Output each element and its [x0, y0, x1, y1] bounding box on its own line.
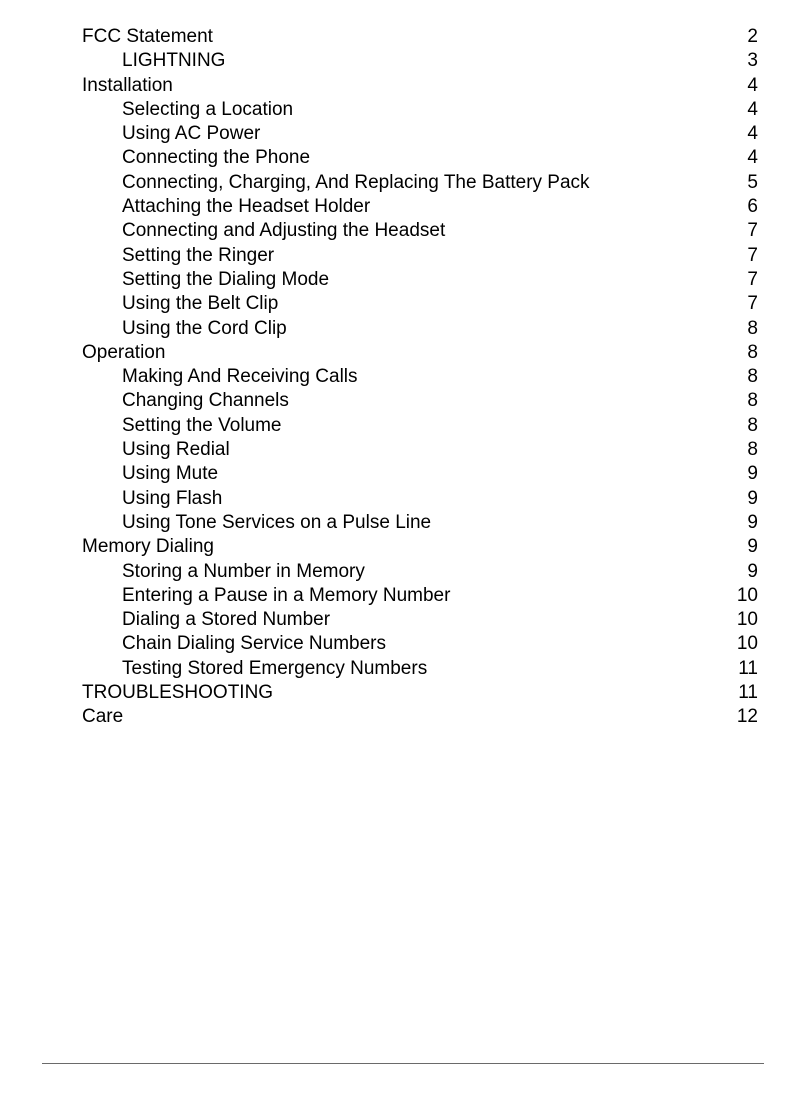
toc-entry-page: 4 — [747, 123, 758, 145]
toc-entry-page: 4 — [747, 74, 758, 96]
toc-entry-page: 12 — [736, 706, 758, 728]
toc-entry-page: 8 — [747, 390, 758, 412]
toc-entry[interactable] — [82, 608, 758, 632]
toc-entry[interactable] — [82, 365, 758, 389]
toc-entry[interactable] — [82, 171, 758, 195]
toc-entry-page: 7 — [747, 220, 758, 242]
toc-entry-page: 9 — [747, 463, 758, 485]
toc-entry-title: Using AC Power — [122, 123, 261, 145]
toc-entry-page: 7 — [747, 293, 758, 315]
toc-entry-title: Making And Receiving Calls — [122, 366, 358, 388]
toc-entry-title: Connecting the Phone — [122, 147, 311, 169]
toc-entry-title: Testing Stored Emergency Numbers — [122, 657, 428, 679]
footer-divider — [42, 1063, 764, 1064]
toc-entry-title: Operation — [82, 341, 166, 363]
toc-entry[interactable] — [82, 146, 758, 170]
toc-entry-page: 3 — [747, 50, 758, 72]
toc-entry[interactable] — [82, 219, 758, 243]
toc-entry-title: Using Redial — [122, 439, 230, 461]
table-of-contents — [82, 25, 758, 730]
toc-entry-page: 8 — [747, 439, 758, 461]
toc-entry[interactable] — [82, 122, 758, 146]
toc-entry-page: 8 — [747, 414, 758, 436]
toc-entry-title: Care — [82, 706, 124, 728]
toc-entry-title: Setting the Ringer — [122, 244, 275, 266]
toc-entry[interactable] — [82, 462, 758, 486]
toc-entry-title: TROUBLESHOOTING — [82, 682, 274, 704]
toc-entry-title: Memory Dialing — [82, 536, 214, 558]
toc-entry[interactable] — [82, 268, 758, 292]
toc-entry-page: 8 — [747, 366, 758, 388]
toc-entry[interactable] — [82, 98, 758, 122]
toc-entry[interactable] — [82, 414, 758, 438]
toc-entry-page: 6 — [747, 196, 758, 218]
toc-entry-page: 10 — [736, 609, 758, 631]
toc-entry-title: Using the Belt Clip — [122, 293, 279, 315]
toc-entry-title: Installation — [82, 74, 173, 96]
toc-entry-page: 10 — [736, 584, 758, 606]
toc-entry-page: 8 — [747, 341, 758, 363]
toc-entry-title: FCC Statement — [82, 26, 213, 47]
toc-entry[interactable] — [82, 49, 758, 73]
toc-entry[interactable] — [82, 632, 758, 656]
toc-entry-title: Using Tone Services on a Pulse Line — [122, 511, 432, 533]
toc-entry-page: 10 — [736, 633, 758, 655]
toc-entry-page: 2 — [747, 26, 758, 47]
toc-entry[interactable] — [82, 74, 758, 98]
toc-entry-page: 5 — [747, 171, 758, 193]
toc-entry-page: 4 — [747, 98, 758, 120]
toc-entry-title: Selecting a Location — [122, 98, 294, 120]
toc-entry[interactable] — [82, 244, 758, 268]
toc-entry[interactable] — [82, 681, 758, 705]
toc-entry[interactable] — [82, 535, 758, 559]
toc-entry[interactable] — [82, 705, 758, 729]
toc-entry-page: 7 — [747, 244, 758, 266]
toc-entry-page: 8 — [747, 317, 758, 339]
toc-entry-title: Entering a Pause in a Memory Number — [122, 584, 451, 606]
toc-entry[interactable] — [82, 487, 758, 511]
toc-entry-title: Chain Dialing Service Numbers — [122, 633, 386, 655]
toc-entry-title: Using the Cord Clip — [122, 317, 287, 339]
toc-entry[interactable] — [82, 389, 758, 413]
toc-entry-title: Setting the Volume — [122, 414, 282, 436]
toc-entry[interactable] — [82, 25, 758, 49]
toc-entry-page: 9 — [747, 511, 758, 533]
toc-entry[interactable] — [82, 657, 758, 681]
toc-entry-title: Dialing a Stored Number — [122, 609, 331, 631]
toc-entry-page: 4 — [747, 147, 758, 169]
toc-entry-page: 7 — [747, 268, 758, 290]
toc-entry[interactable] — [82, 511, 758, 535]
toc-entry[interactable] — [82, 560, 758, 584]
toc-entry-title: Storing a Number in Memory — [122, 560, 365, 582]
toc-entry-title: Using Mute — [122, 463, 219, 485]
toc-entry-page: 9 — [747, 487, 758, 509]
toc-entry-title: Setting the Dialing Mode — [122, 268, 330, 290]
toc-entry-page: 11 — [738, 657, 758, 679]
toc-entry-title: LIGHTNING — [122, 50, 226, 72]
toc-entry[interactable] — [82, 341, 758, 365]
toc-entry[interactable] — [82, 195, 758, 219]
toc-entry[interactable] — [82, 317, 758, 341]
toc-entry-page: 9 — [747, 560, 758, 582]
toc-entry-title: Attaching the Headset Holder — [122, 196, 371, 218]
toc-entry-title: Changing Channels — [122, 390, 289, 412]
toc-entry-title: Connecting, Charging, And Replacing The Battery Pack — [122, 171, 590, 193]
toc-entry-page: 11 — [738, 682, 758, 704]
toc-entry-title: Connecting and Adjusting the Headset — [122, 220, 446, 242]
toc-entry[interactable] — [82, 292, 758, 316]
toc-entry-title: Using Flash — [122, 487, 223, 509]
toc-entry[interactable] — [82, 438, 758, 462]
toc-entry-page: 9 — [747, 536, 758, 558]
toc-entry[interactable] — [82, 584, 758, 608]
